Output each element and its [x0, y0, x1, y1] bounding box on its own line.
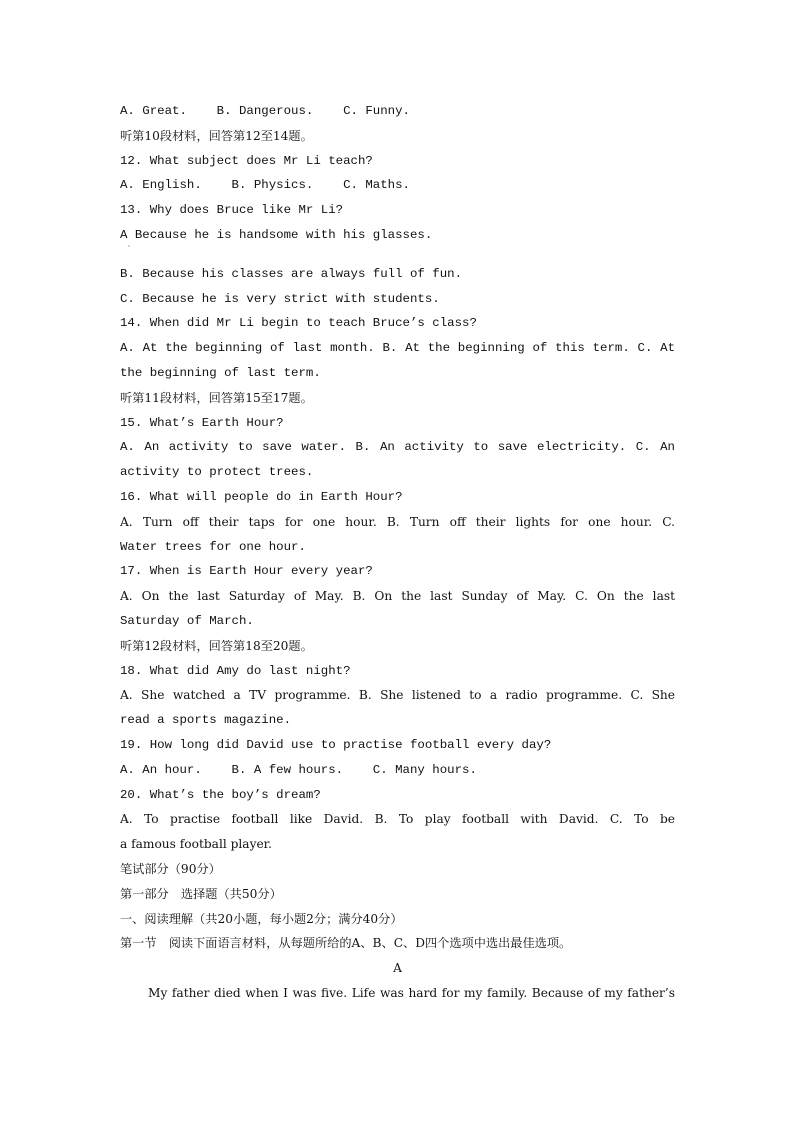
section-11-instruction: 听第11段材料，回答第15至17题。 [120, 390, 313, 405]
passage-label: A [393, 961, 402, 976]
reading-section-heading: 一、阅读理解（共20小题，每小题2分；满分40分） [120, 911, 403, 926]
question-18-options: A. She watched a TV programme. B. She listened to a radio programme. C. She [120, 688, 675, 703]
question-13-option-b: B. Because his classes are always full of fun. [120, 266, 463, 281]
passage-first-line: My father died when I was five. Life was hard for my family. Because of my father’s [148, 985, 675, 1000]
question-14-options-cont: the beginning of last term. [120, 365, 321, 380]
question-12-options: A. English. B. Physics. C. Maths. [120, 178, 410, 193]
stray-mark-icon: ` [127, 245, 132, 256]
part-one-heading: 第一部分 选择题（共50分） [120, 886, 282, 901]
question-12: 12. What subject does Mr Li teach? [120, 153, 373, 168]
question-19: 19. How long did David use to practise football every day? [120, 737, 552, 752]
question-17: 17. When is Earth Hour every year? [120, 564, 373, 579]
question-15-options-cont: activity to protect trees. [120, 465, 314, 480]
question-15-options: A. An activity to save water. B. An activity to save electricity. C. An [120, 440, 675, 455]
question-16-options: A. Turn off their taps for one hour. B. Turn off their lights for one hour. C. [120, 514, 675, 529]
question-18: 18. What did Amy do last night? [120, 663, 351, 678]
question-13-option-a: A Because he is handsome with his glasses. [120, 227, 433, 242]
question-20-options: A. To practise football like David. B. To play football with David. C. To be [120, 812, 675, 827]
question-15: 15. What’s Earth Hour? [120, 415, 284, 430]
question-20-options-cont: a famous football player. [120, 837, 273, 852]
question-16: 16. What will people do in Earth Hour? [120, 489, 403, 504]
question-19-options: A. An hour. B. A few hours. C. Many hours. [120, 762, 477, 777]
spacer [120, 245, 675, 262]
section-12-instruction: 听第12段材料，回答第18至20题。 [120, 638, 313, 653]
question-14: 14. When did Mr Li begin to teach Bruce’s class? [120, 316, 477, 331]
question-16-options-cont: Water trees for one hour. [120, 539, 306, 554]
question-17-options: A. On the last Saturday of May. B. On the last Sunday of May. C. On the last [120, 589, 675, 604]
written-part-heading: 笔试部分（90分） [120, 861, 221, 876]
question-11-options: A. Great. B. Dangerous. C. Funny. [120, 104, 410, 118]
question-17-options-cont: Saturday of March. [120, 613, 254, 628]
question-20: 20. What’s the boy’s dream? [120, 787, 321, 802]
question-13-option-c: C. Because he is very strict with students. [120, 291, 440, 306]
question-13: 13. Why does Bruce like Mr Li? [120, 203, 344, 218]
section-one-instruction: 第一节 阅读下面语言材料，从每题所给的A、B、C、D四个选项中选出最佳选项。 [120, 936, 572, 951]
section-10-instruction: 听第10段材料，回答第12至14题。 [120, 128, 313, 143]
question-18-options-cont: read a sports magazine. [120, 713, 292, 728]
document-page [120, 99, 675, 1006]
question-14-options: A. At the beginning of last month. B. At the beginning of this term. C. At [120, 341, 675, 356]
